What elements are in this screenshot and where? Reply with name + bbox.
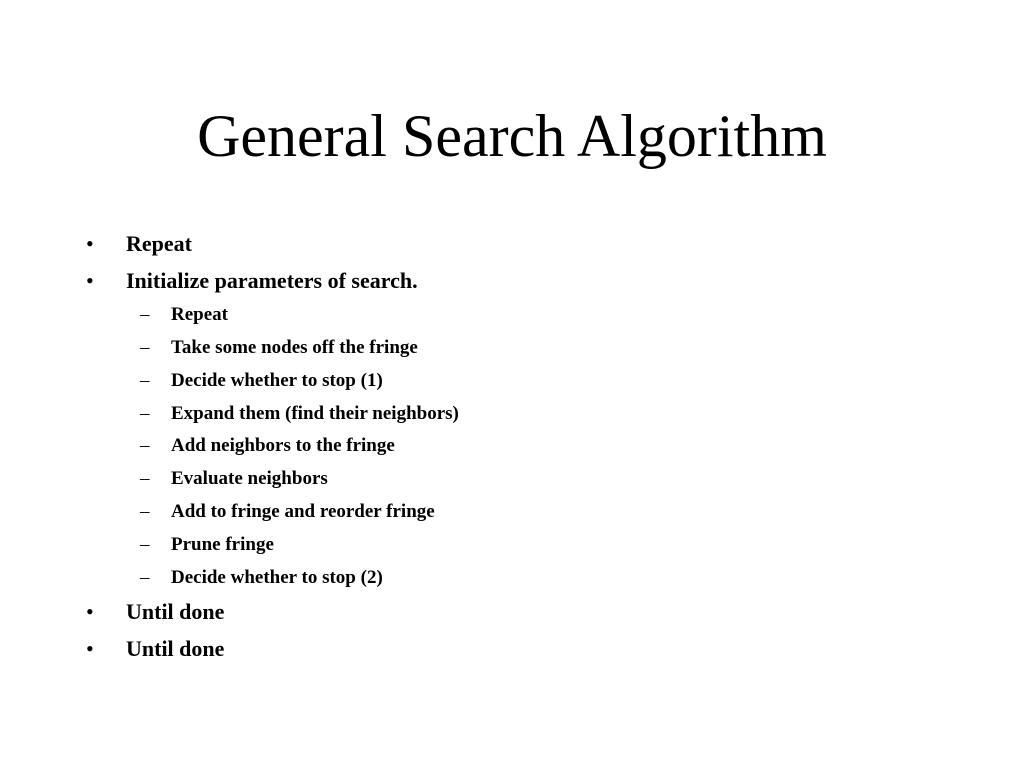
- dash-marker: –: [140, 468, 150, 489]
- dash-marker: –: [140, 534, 150, 555]
- sub-bullet-text: Repeat: [171, 304, 228, 325]
- bullet-text: Until done: [126, 599, 225, 624]
- sub-bullet-text: Add to fringe and reorder fringe: [171, 501, 435, 522]
- dash-marker: –: [140, 435, 150, 456]
- dash-marker: –: [140, 370, 150, 391]
- dash-marker: –: [140, 304, 150, 325]
- bullet-marker: •: [86, 231, 94, 256]
- bullet-text: Until done: [126, 636, 225, 661]
- sub-bullet-text: Add neighbors to the fringe: [171, 435, 395, 456]
- sub-bullet-text: Take some nodes off the fringe: [171, 337, 418, 358]
- dash-marker: –: [140, 501, 150, 522]
- sub-bullet-text: Decide whether to stop (2): [171, 567, 383, 588]
- sub-bullet-text: Expand them (find their neighbors): [171, 403, 459, 424]
- slide-title: General Search Algorithm: [197, 103, 827, 169]
- bullet-marker: •: [86, 636, 94, 661]
- sub-bullet-text: Prune fringe: [171, 534, 274, 555]
- bullet-text: Repeat: [126, 231, 192, 256]
- sub-bullet-text: Evaluate neighbors: [171, 468, 328, 489]
- dash-marker: –: [140, 567, 150, 588]
- dash-marker: –: [140, 403, 150, 424]
- bullet-marker: •: [86, 599, 94, 624]
- dash-marker: –: [140, 337, 150, 358]
- bullet-marker: •: [86, 268, 94, 293]
- sub-bullet-text: Decide whether to stop (1): [171, 370, 383, 391]
- bullet-text: Initialize parameters of search.: [126, 268, 418, 293]
